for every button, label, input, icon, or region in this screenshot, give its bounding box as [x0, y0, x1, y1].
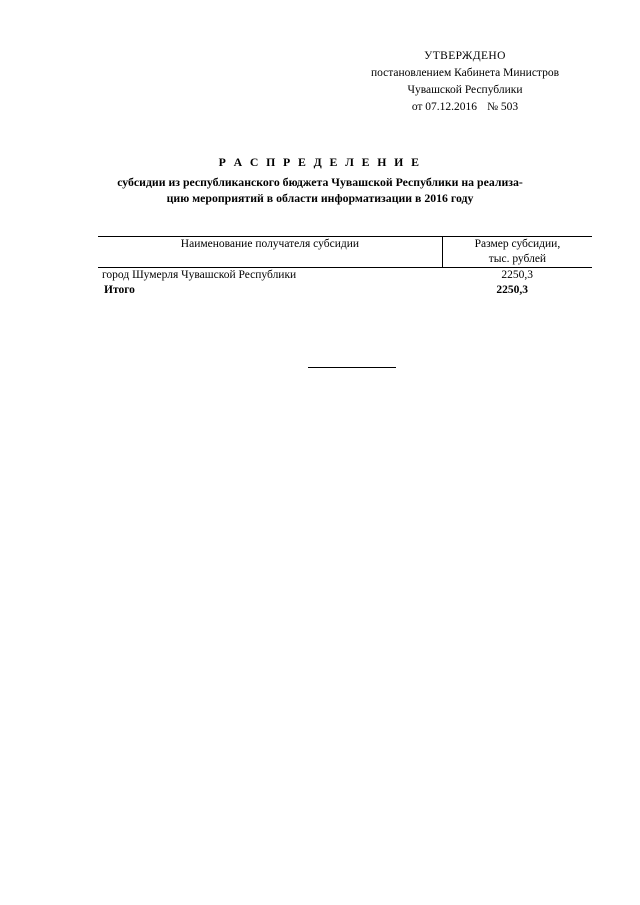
table-cell-amount: 2250,3: [501, 269, 533, 281]
approval-authority-line-1: постановлением Кабинета Министров: [370, 67, 560, 79]
table-total-row: [98, 283, 592, 298]
approval-date-number: [330, 99, 600, 116]
table-header-amount-line-1: Размер субсидии,: [474, 238, 561, 250]
table-header-recipient: Наименование получателя субсидии: [98, 237, 442, 268]
approval-block: [330, 48, 600, 116]
approval-authority-line-2: Чувашской Республики: [407, 84, 523, 96]
table-cell-recipient: город Шумерля Чувашской Республики: [102, 269, 297, 281]
table-header-amount: [442, 237, 592, 268]
table-total-amount: 2250,3: [496, 284, 528, 296]
approval-date: от 07.12.2016: [411, 101, 478, 113]
page-subtitle-line-2: цию мероприятий в области информатизации в 2016 году: [166, 191, 474, 205]
end-of-document-rule: [308, 367, 396, 368]
distribution-table: [98, 236, 592, 298]
table-header-row: [98, 237, 592, 268]
page-subtitle-line-1: субсидии из республиканского бюджета Чувашской Республики на реализа-: [117, 175, 523, 189]
table-total-label: Итого: [104, 284, 135, 296]
table-header-amount-line-2: тыс. рублей: [488, 253, 547, 265]
page-title: Р А С П Р Е Д Е Л Е Н И Е: [218, 155, 422, 169]
table-row: [98, 268, 592, 284]
approval-number: № 503: [487, 101, 519, 113]
approval-heading: УТВЕРЖДЕНО: [424, 50, 506, 62]
title-block: [70, 155, 570, 206]
